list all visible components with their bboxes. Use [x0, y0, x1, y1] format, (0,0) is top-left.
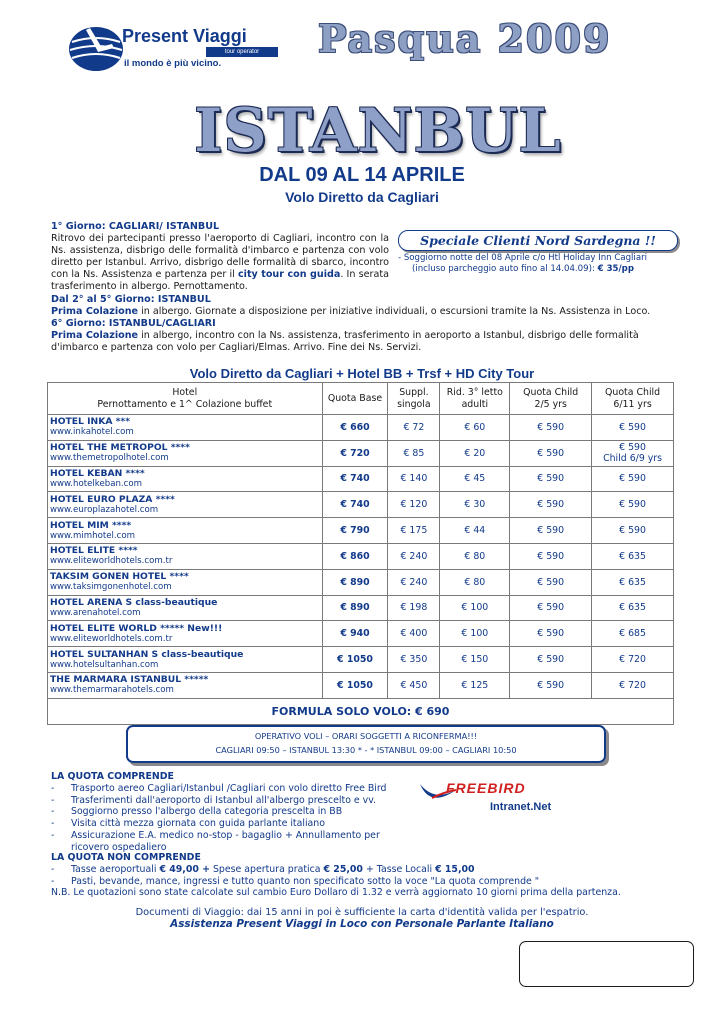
- table-row: [48, 415, 674, 441]
- price-base: € 740: [322, 466, 388, 492]
- price-child-2-5: € 590: [510, 621, 592, 647]
- price-child-6-11: [592, 569, 674, 595]
- price-child-6-11: [592, 543, 674, 569]
- special-line2: [398, 264, 686, 275]
- price-child-6-11-value: € 720: [619, 654, 646, 666]
- price-child-2-5: € 590: [510, 492, 592, 518]
- col-third-l2: adulti: [461, 398, 489, 410]
- logo-tagline: tour operator: [206, 47, 278, 57]
- formula-solo-volo: FORMULA SOLO VOLO: € 690: [48, 698, 674, 724]
- price-child-6-11-value: € 720: [619, 679, 646, 691]
- hotel-name: HOTEL EURO PLAZA ****: [50, 493, 175, 505]
- hotel-url: www.themarmarahotels.com: [50, 685, 174, 696]
- comprende-item: - Trasporto aereo Cagliari/Istanbul /Cagliari con volo diretto Free Bird: [51, 783, 411, 795]
- price-child-2-5: € 590: [510, 647, 592, 673]
- flight-subtitle: Volo Diretto da Cagliari: [285, 189, 439, 205]
- col-hotel-l1: Hotel: [172, 387, 198, 398]
- col-single-l1: Suppl.: [399, 387, 429, 398]
- hotel-cell: [48, 492, 323, 518]
- comprende-item: - Soggiorno presso l'albergo della categoria prescelta in BB: [51, 806, 411, 818]
- price-single: € 72: [388, 415, 440, 441]
- price-base: € 890: [322, 595, 388, 621]
- table-row: [48, 569, 674, 595]
- hotel-name: HOTEL ELITE ****: [50, 545, 138, 557]
- price-base: € 740: [322, 492, 388, 518]
- table-title: Volo Diretto da Cagliari + Hotel BB + Trsf + HD City Tour: [189, 366, 535, 381]
- day1-text: [51, 233, 389, 293]
- assistance-note: Assistenza Present Viaggi in Loco con Personale Parlante Italiano: [170, 918, 554, 930]
- day2-bold: Prima Colazione: [51, 305, 139, 317]
- col-child1: [510, 383, 592, 415]
- price-single: € 85: [388, 440, 440, 466]
- day2-rest: in albergo. Giornate a disposizione per iniziative individuali, o escursioni tramite la Ns. Assistenza in Loco.: [138, 305, 651, 317]
- flight-schedule-box: [126, 725, 606, 763]
- hotel-cell: [48, 466, 323, 492]
- price-child-6-11-value: € 590: [619, 442, 646, 454]
- exchange-note: N.B. Le quotazioni sono state calcolate sul cambio Euro Dollaro di 1.32 e verrà aggiornato 10 giorni prima della partenza.: [51, 887, 621, 899]
- day1-city-tour: city tour con guida: [237, 269, 341, 281]
- price-child-6-11: [592, 595, 674, 621]
- hotel-cell: [48, 543, 323, 569]
- hotel-cell: [48, 518, 323, 544]
- price-child-6-11-value: € 635: [619, 602, 646, 614]
- tax-b: Spese apertura pratica: [210, 863, 324, 875]
- price-child-2-5: € 590: [510, 415, 592, 441]
- table-row: [48, 518, 674, 544]
- col-hotel-l2: Pernottamento e 1^ Colazione buffet: [97, 398, 273, 410]
- price-child-6-11-value: € 635: [619, 576, 646, 588]
- price-base: € 660: [322, 415, 388, 441]
- schedule-line1: OPERATIVO VOLI – ORARI SOGGETTI A RICONFERMA!!!: [254, 731, 478, 741]
- comprende-item: - Trasferimenti dall'aeroporto di Istanbul all'albergo prescelto e vv.: [51, 795, 411, 807]
- hotel-name: HOTEL ELITE WORLD ***** New!!!: [50, 622, 223, 634]
- price-third-bed: € 44: [440, 518, 510, 544]
- hotel-name: HOTEL MIM ****: [50, 519, 132, 531]
- special-offer: [398, 230, 686, 274]
- hotel-url: www.arenahotel.com: [50, 607, 141, 618]
- table-header-row: [48, 383, 674, 415]
- price-child-2-5: € 590: [510, 440, 592, 466]
- price-child-2-5: € 590: [510, 595, 592, 621]
- price-child-6-11: [592, 415, 674, 441]
- day1-text-a: Ritrovo dei partecipanti presso l'aeroporto di Cagliari, incontro con la Ns. assistenza, disbrigo delle formalità d'imbarco e partenza con volo diretto per Istanbul. Arrivo, disbrigo delle formalità di sbarco, incontro con la Ns. Assistenza e partenza per il: [51, 233, 389, 281]
- price-single: € 400: [388, 621, 440, 647]
- tax-b-val: € 25,00: [323, 863, 363, 875]
- price-third-bed: € 125: [440, 672, 510, 698]
- globe-plane-icon: [68, 22, 124, 72]
- logo-brand-1: Present: [122, 26, 189, 46]
- price-single: € 175: [388, 518, 440, 544]
- price-child-6-11: [592, 647, 674, 673]
- col-hotel: [48, 383, 323, 415]
- hotel-name: HOTEL INKA ***: [50, 416, 131, 428]
- price-child-6-11-value: € 635: [619, 550, 646, 562]
- comprende-item: - Assicurazione E.A. medico no-stop - bagaglio + Annullamento per ricovero ospedaliero: [51, 830, 411, 854]
- special-offer-text: [398, 253, 686, 275]
- quota-non-comprende: [51, 852, 691, 899]
- price-child-6-11: [592, 621, 674, 647]
- price-child-6-11-value: € 590: [619, 525, 646, 537]
- non-comprende-item: [51, 864, 691, 876]
- logo-slogan: il mondo è più vicino.: [124, 58, 222, 69]
- price-single: € 240: [388, 569, 440, 595]
- price-third-bed: € 100: [440, 621, 510, 647]
- logo-brand: [122, 26, 247, 47]
- day1-label: 1° Giorno: CAGLIARI/ ISTANBUL: [51, 221, 220, 232]
- hotel-name: THE MARMARA ISTANBUL *****: [50, 674, 209, 686]
- price-child-6-11-value: € 590: [619, 499, 646, 511]
- travel-dates: DAL 09 AL 14 APRILE: [259, 164, 465, 186]
- comprende-list: [51, 783, 411, 854]
- table-row: [48, 440, 674, 466]
- special-line1: - Soggiorno notte del 08 Aprile c/o Htl Holiday Inn Cagliari: [398, 253, 648, 263]
- table-row: [48, 466, 674, 492]
- price-child-6-11-value: € 590: [619, 421, 646, 433]
- price-base: € 790: [322, 518, 388, 544]
- hotel-url: www.taksimgonenhotel.com: [50, 582, 172, 593]
- special-line2-text: (incluso parcheggio auto fino al 14.04.09):: [412, 264, 598, 274]
- price-child-6-11: [592, 466, 674, 492]
- hotel-cell: [48, 415, 323, 441]
- price-base: € 860: [322, 543, 388, 569]
- hotel-cell: [48, 672, 323, 698]
- hotel-url: www.eliteworldhotels.com.tr: [50, 633, 173, 644]
- hotel-name: HOTEL SULTANHAN S class-beautique: [50, 648, 244, 660]
- price-base: € 720: [322, 440, 388, 466]
- hotel-url: www.europlazahotel.com: [50, 504, 159, 515]
- price-base: € 1050: [322, 647, 388, 673]
- price-base: € 890: [322, 569, 388, 595]
- hotel-name: TAKSIM GONEN HOTEL ****: [50, 571, 189, 583]
- travel-documents-note: Documenti di Viaggio: dai 15 anni in poi è sufficiente la carta d'identità valida per l'espatrio.: [135, 907, 589, 918]
- price-child-2-5: € 590: [510, 569, 592, 595]
- price-third-bed: € 60: [440, 415, 510, 441]
- price-third-bed: € 30: [440, 492, 510, 518]
- table-row: [48, 647, 674, 673]
- day6-bold: Prima Colazione: [51, 329, 139, 341]
- special-price: € 35/pp: [597, 264, 634, 274]
- price-child-2-5: € 590: [510, 518, 592, 544]
- price-child-6-11: [592, 492, 674, 518]
- col-child2-l2: 6/11 yrs: [613, 398, 652, 410]
- price-third-bed: € 150: [440, 647, 510, 673]
- day1-block: [51, 221, 389, 294]
- day6-text: [51, 330, 675, 354]
- day2-text: [51, 306, 675, 318]
- price-child-note: Child 6/9 yrs: [603, 453, 663, 465]
- day6-rest: in albergo, incontro con la Ns. assistenza, trasferimento in aeroporto a Istanbul, disbrigo delle formalità d'imbarco e partenza con volo per Cagliari/Elmas. Arrivo. Fine dei Ns. Servizi.: [51, 329, 639, 353]
- hotel-url: www.themetropolhotel.com: [50, 453, 169, 464]
- table-row: [48, 492, 674, 518]
- col-single-l2: singola: [397, 398, 431, 410]
- hotels-price-table: [47, 382, 674, 725]
- non-comprende-title: LA QUOTA NON COMPRENDE: [51, 852, 201, 863]
- non-comprende-item: - Pasti, bevande, mance, ingressi e tutto quanto non specificato sotto la voce "La quota comprende ": [51, 876, 691, 888]
- table-row: [48, 543, 674, 569]
- price-child-6-11: [592, 440, 674, 466]
- price-third-bed: € 45: [440, 466, 510, 492]
- price-single: € 350: [388, 647, 440, 673]
- hotel-url: www.inkahotel.com: [50, 427, 134, 438]
- formula-row: [48, 698, 674, 724]
- price-third-bed: € 80: [440, 543, 510, 569]
- quota-comprende: [51, 771, 411, 854]
- istanbul-title: ISTANBUL: [194, 96, 562, 166]
- day6-label: 6° Giorno: ISTANBUL/CAGLIARI: [51, 317, 216, 329]
- tax-a-val: € 49,00 +: [159, 863, 210, 875]
- hotel-url: www.hotelkeban.com: [50, 478, 142, 489]
- col-child1-l1: Quota Child: [523, 387, 579, 398]
- price-child-6-11: [592, 672, 674, 698]
- price-child-2-5: € 590: [510, 672, 592, 698]
- freebird-wordmark: FREEBIRD: [446, 780, 526, 796]
- col-child2-l1: Quota Child: [605, 387, 661, 398]
- day2-label: Dal 2° al 5° Giorno: ISTANBUL: [51, 293, 211, 305]
- price-single: € 240: [388, 543, 440, 569]
- tax-a: Tasse aeroportuali: [71, 863, 160, 875]
- price-child-2-5: € 590: [510, 543, 592, 569]
- col-third-l1: Rid. 3° letto: [446, 387, 503, 398]
- hotel-name: HOTEL KEBAN ****: [50, 467, 145, 479]
- agency-stamp-box: [519, 941, 694, 987]
- pasqua-title: Pasqua 2009: [318, 16, 612, 61]
- non-comprende-list: [51, 864, 691, 888]
- hotel-name: HOTEL ARENA S class-beautique: [50, 596, 218, 608]
- price-child-6-11-value: € 590: [619, 473, 646, 485]
- price-single: € 120: [388, 492, 440, 518]
- price-third-bed: € 80: [440, 569, 510, 595]
- price-single: € 198: [388, 595, 440, 621]
- price-third-bed: € 100: [440, 595, 510, 621]
- present-viaggi-logo: [68, 20, 278, 76]
- logo-brand-2: Viaggi: [193, 26, 247, 46]
- table-row: [48, 621, 674, 647]
- hotel-url: www.mimhotel.com: [50, 530, 135, 541]
- hotel-url: www.hotelsultanhan.com: [50, 659, 159, 670]
- col-single: [388, 383, 440, 415]
- price-base: € 1050: [322, 672, 388, 698]
- price-single: € 140: [388, 466, 440, 492]
- day1-text-b: . In serata trasferimento in albergo. Pernottamento.: [51, 269, 390, 293]
- hotel-cell: [48, 569, 323, 595]
- price-base: € 940: [322, 621, 388, 647]
- hotel-url: www.eliteworldhotels.com.tr: [50, 556, 173, 567]
- intranet-wordmark: Intranet.Net: [490, 801, 552, 813]
- hotel-cell: [48, 621, 323, 647]
- comprende-title: LA QUOTA COMPRENDE: [51, 771, 174, 782]
- special-offer-title: Speciale Clienti Nord Sardegna !!: [398, 230, 678, 251]
- hotel-name: HOTEL THE METROPOL ****: [50, 442, 190, 454]
- col-base: Quota Base: [322, 383, 388, 415]
- price-third-bed: € 20: [440, 440, 510, 466]
- schedule-line2: CAGLIARI 09:50 – ISTANBUL 13:30 * - * ISTANBUL 09:00 – CAGLIARI 10:50: [215, 745, 517, 755]
- comprende-item: - Visita città mezza giornata con guida parlante italiano: [51, 818, 411, 830]
- price-child-6-11-value: € 685: [619, 628, 646, 640]
- price-child-2-5: € 590: [510, 466, 592, 492]
- hotel-cell: [48, 647, 323, 673]
- table-row: [48, 672, 674, 698]
- table-row: [48, 595, 674, 621]
- hotel-cell: [48, 595, 323, 621]
- freebird-logo: [418, 774, 568, 822]
- col-child2: [592, 383, 674, 415]
- price-single: € 450: [388, 672, 440, 698]
- col-child1-l2: 2/5 yrs: [534, 398, 567, 410]
- price-child-6-11: [592, 518, 674, 544]
- col-third: [440, 383, 510, 415]
- tax-c: + Tasse Locali: [362, 863, 436, 875]
- tax-c-val: € 15,00: [435, 863, 475, 875]
- hotel-cell: [48, 440, 323, 466]
